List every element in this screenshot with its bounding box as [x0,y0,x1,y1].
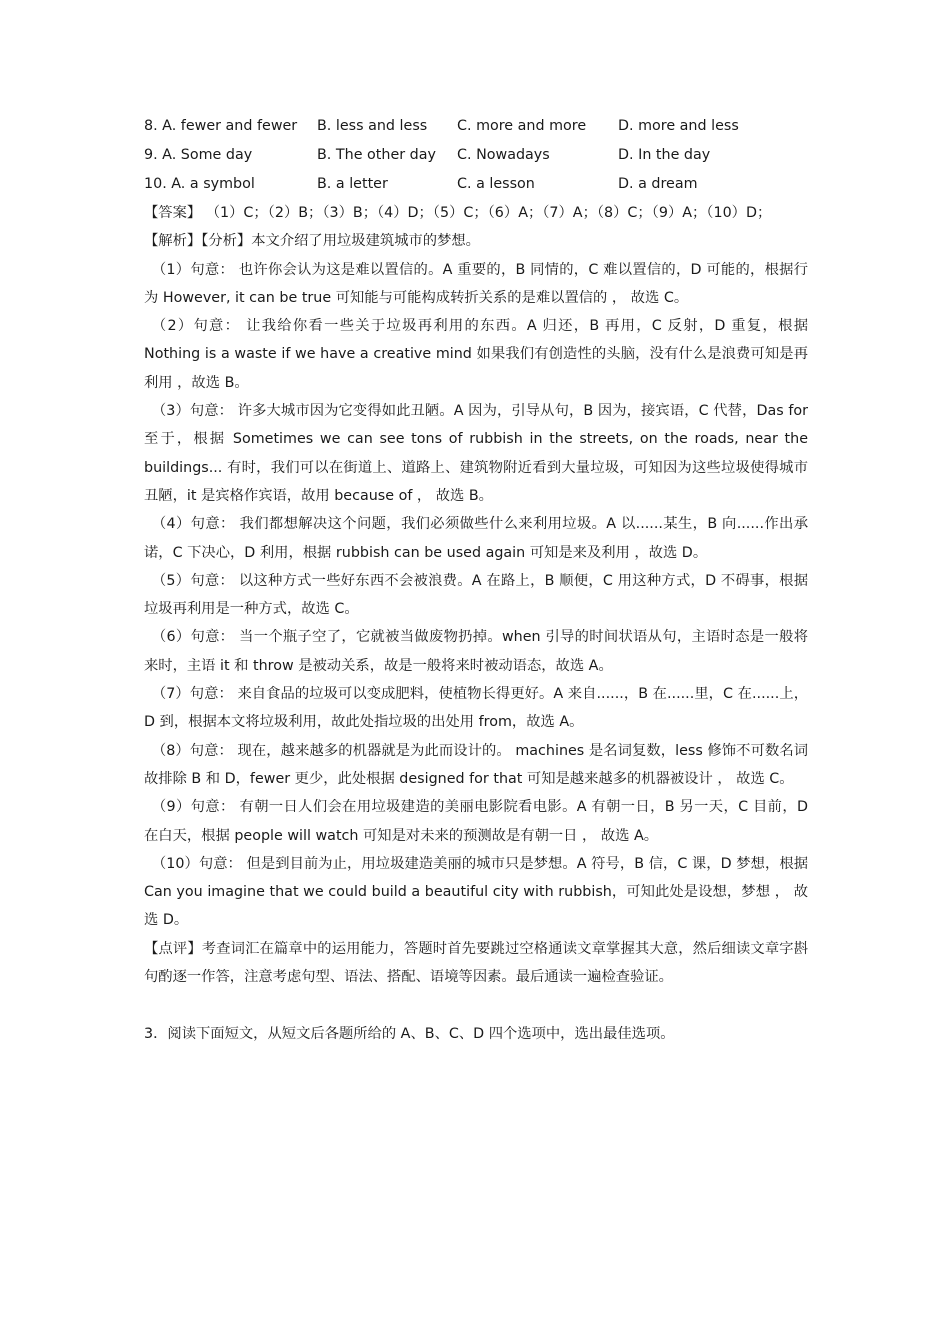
analysis-intro: 【解析】【分析】本文介绍了用垃圾建筑城市的梦想。 [144,233,480,250]
options-row-8 [144,112,808,141]
answer-key: 【答案】 （1）C；（2）B；（3）B；（4）D；（5）C；（6）A；（7）A；（8）C；（9）A；（10）D； [144,205,772,221]
explanation-5: （5）句意： 以这种方式一些好东西不会被浪费。A 在路上，B 顺便，C 用这种方式，D 不碍事，根据垃圾再利用是一种方式，故选 C。 [144,572,808,618]
explanation-9: （9）句意： 有朝一日人们会在用垃圾建造的美丽电影院看电影。A 有朝一日，B 另一天，C 目前，D 在白天，根据 people will watch 可知是对未来的预测故是有朝一日 ， 故选 A。 [144,799,808,844]
option-d: D. more and less [618,118,739,134]
explanation-6: （6）句意： 当一个瓶子空了，它就被当做废物扔掉。when 引导的时间状语从句，主语时态是一般将来时，主语 it 和 throw 是被动关系，故是一般将来时被动语态，故选 A。 [144,629,808,674]
comment: 【点评】考查词汇在篇章中的运用能力，答题时首先要跳过空格通读文章掌握其大意，然后细读文章字斟句酌逐一作答，注意考虑句型、语法、搭配、语境等因素。最后通读一遍检查验证。 [144,940,808,986]
explanation-2: （2）句意： 让我给你看一些关于垃圾再利用的东西。A 归还，B 再用，C 反射，D 重复，根据 Nothing is a waste if we have a creative mind 如果我们有创造性的头脑，没有什么是浪费可知是再利用 ，故选 B。 [144,318,808,391]
option-b: B. less and less [317,118,428,134]
option-b: B. The other day [317,147,436,163]
option-d: D. In the day [618,147,711,163]
explanation-10: （10）句意： 但是到目前为止，用垃圾建造美丽的城市只是梦想。A 符号，B 信，C 课，D 梦想，根据 Can you imagine that we could build a beautiful city with rubbish，可知此处是设想，梦想 ， 故选 D。 [144,855,808,929]
explanation-4: （4）句意： 我们都想解决这个问题，我们必须做些什么来利用垃圾。A 以......某生，B 向......作出承诺，C 下决心，D 利用，根据 rubbish can be used again 可知是来及利用 ，故选 D。 [144,516,808,561]
option-c: C. a lesson [457,176,535,192]
options-row-9 [144,141,808,170]
option-c: C. Nowadays [457,147,550,163]
option-a: 10. A. a symbol [144,176,255,192]
options-row-10 [144,170,808,199]
explanation-3: （3）句意： 许多大城市因为它变得如此丑陋。A 因为，引导从句，B 因为，接宾语，C 代替，Das for 至于，根据 Sometimes we can see tons of rubbish in the streets, on the roads, near the buildings... 有时，我们可以在街道上、道路上、建筑物附近看到大量垃圾，可知因为这些垃圾使得城市丑陋，it 是宾格作宾语，故用 because of ， 故选 B。 [144,403,808,504]
option-d: D. a dream [618,176,698,192]
option-c: C. more and more [457,118,587,134]
next-question-heading: 3．阅读下面短文，从短文后各题所给的 A、B、C、D 四个选项中，选出最佳选项。 [144,1026,675,1043]
document-page [144,112,808,1049]
explanation-7: （7）句意： 来自食品的垃圾可以变成肥料，使植物长得更好。A 来自......，B 在......里，C 在......上，D 到，根据本文将垃圾利用，故此处指垃圾的出处用 from，故选 A。 [144,686,808,731]
option-a: 9. A. Some day [144,147,253,163]
option-b: B. a letter [317,176,388,192]
explanation-8: （8）句意： 现在，越来越多的机器就是为此而设计的。 machines 是名词复数，less 修饰不可数名词故排除 B 和 D，fewer 更少，此处根据 designed for that 可知是越来越多的机器被设计 ， 故选 C。 [144,742,808,787]
explanation-1: （1）句意： 也许你会认为这是难以置信的。A 重要的，B 同情的，C 难以置信的，D 可能的，根据行为 However, it can be true 可知能与可能构成转折关系的是难以置信的 ， 故选 C。 [144,261,808,306]
option-a: 8. A. fewer and fewer [144,118,298,134]
spacer [144,991,808,1020]
